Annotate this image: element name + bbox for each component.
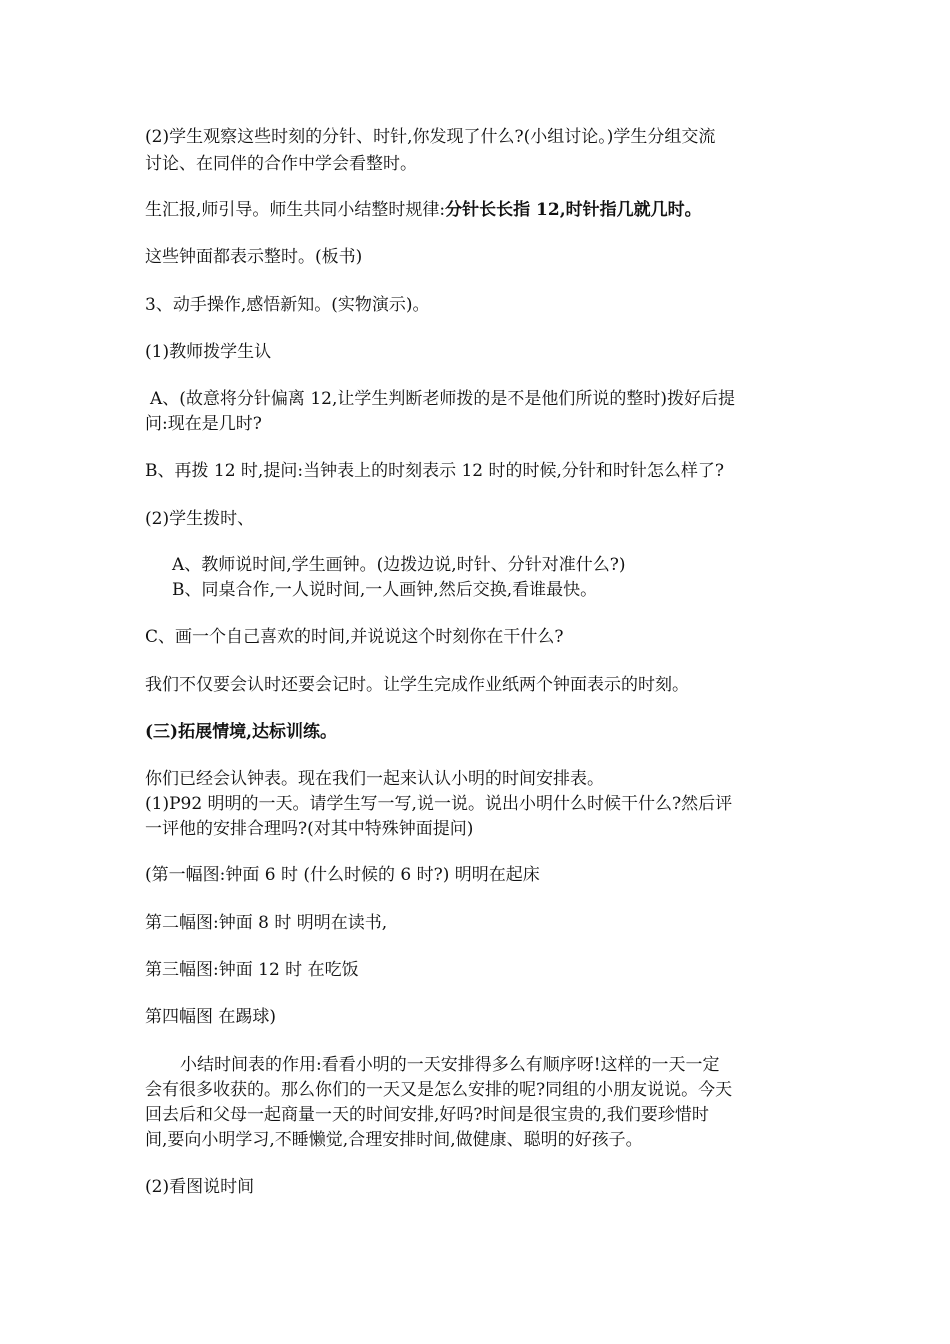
paragraph-line: B、同桌合作,一人说时间,一人画钟,然后交换,看谁最快。	[172, 580, 598, 600]
paragraph-line: (1)教师拨学生认	[145, 342, 272, 362]
paragraph-line: 回去后和父母一起商量一天的时间安排,好吗?时间是很宝贵的,我们要珍惜时	[145, 1105, 709, 1125]
paragraph-line: 你们已经会认钟表。现在我们一起来认认小明的时间安排表。	[145, 769, 604, 789]
paragraph-line: (第一幅图:钟面 6 时 (什么时候的 6 时?) 明明在起床	[145, 865, 540, 885]
paragraph-line: 第二幅图:钟面 8 时 明明在读书,	[145, 913, 388, 933]
paragraph-line: 小结时间表的作用:看看小明的一天安排得多么有顺序呀!这样的一天一定	[180, 1055, 720, 1075]
paragraph-line: A、(故意将分针偏离 12,让学生判断老师拨的是不是他们所说的整时)拨好后提	[150, 389, 735, 409]
paragraph-line: (2)看图说时间	[145, 1177, 255, 1197]
paragraph-line: 我们不仅要会认时还要会记时。让学生完成作业纸两个钟面表示的时刻。	[145, 675, 689, 695]
summary-text: 生汇报,师引导。师生共同小结整时规律:	[145, 200, 446, 220]
paragraph-line: 一评他的安排合理吗?(对其中特殊钟面提问)	[145, 819, 474, 839]
paragraph-line: (1)P92 明明的一天。请学生写一写,说一说。说出小明什么时候干什么?然后评	[145, 794, 733, 814]
paragraph-line: B、再拨 12 时,提问:当钟表上的时刻表示 12 时的时候,分针和时针怎么样了?	[145, 461, 725, 481]
paragraph-line: 间,要向小明学习,不睡懒觉,合理安排时间,做健康、聪明的好孩子。	[145, 1130, 643, 1150]
section-heading: 3、动手操作,感悟新知。(实物演示)。	[145, 295, 430, 315]
paragraph-line: A、教师说时间,学生画钟。(边拨边说,时针、分针对准什么?)	[172, 555, 626, 575]
paragraph-line: 会有很多收获的。那么你们的一天又是怎么安排的呢?同组的小朋友说说。今天	[145, 1080, 733, 1100]
summary-line	[145, 198, 702, 222]
paragraph-line: (2)学生拨时、	[145, 509, 255, 529]
summary-rule-bold: 分针长长指 12,时针指几就几时。	[445, 200, 702, 220]
paragraph-line: C、画一个自己喜欢的时间,并说说这个时刻你在干什么?	[145, 627, 564, 647]
paragraph-line: 第三幅图:钟面 12 时 在吃饭	[145, 960, 359, 980]
paragraph-line: 讨论、在同伴的合作中学会看整时。	[145, 154, 417, 174]
paragraph-line: (2)学生观察这些时刻的分针、时针,你发现了什么?(小组讨论。)学生分组交流	[145, 127, 716, 147]
paragraph-line: 第四幅图 在踢球)	[145, 1007, 277, 1027]
section-heading-bold: (三)拓展情境,达标训练。	[145, 722, 338, 742]
paragraph-line: 这些钟面都表示整时。(板书)	[145, 247, 363, 267]
paragraph-line: 问:现在是几时?	[145, 414, 262, 434]
